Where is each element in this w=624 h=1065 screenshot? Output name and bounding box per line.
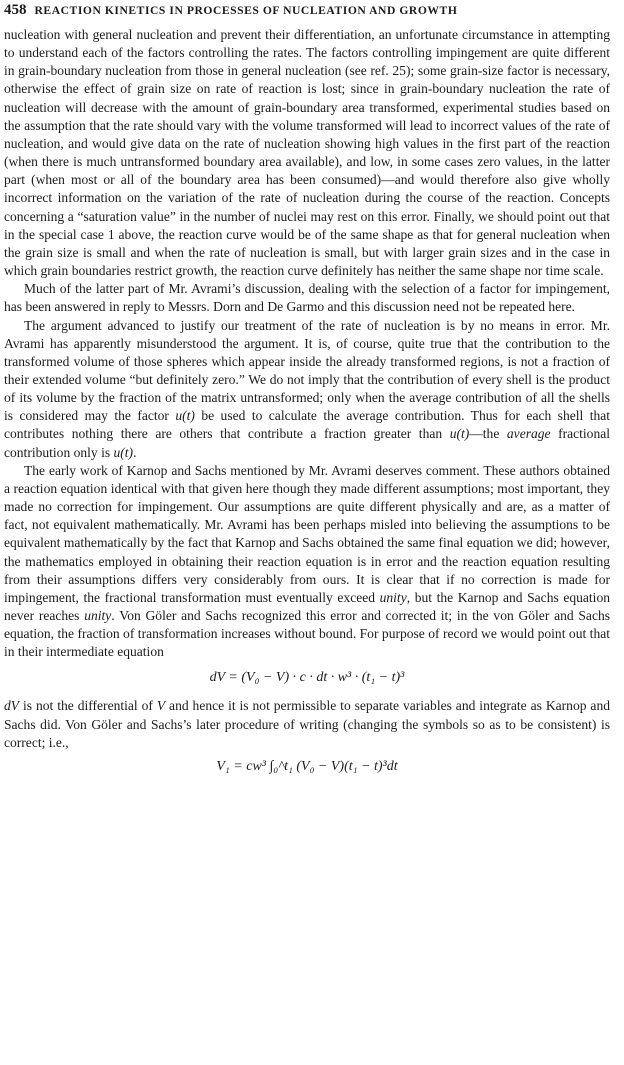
math-u-t: u(t) [175, 408, 195, 424]
emphasis-unity: unity [84, 608, 112, 623]
paragraph-nucleation-argument [4, 317, 610, 462]
emphasis-average: average [506, 426, 551, 442]
running-head: REACTION KINETICS IN PROCESSES OF NUCLEATION AND GROWTH [34, 4, 458, 17]
text-run: The early work of Karnop and Sachs mentioned by Mr. Avrami deserves comment. These authors obtained a reaction equation identical with that given here though they made different assumptions; most important, they made no correction for impingement. Our assumptions are quite different physically and are, as a matter of fact, not equivalent mathematically. Mr. Avrami has been perhaps misled into believing the assumptions to be equivalent mathematically by the fact that Karnop and Sachs obtained the same final equation we did; however, the mathematics employed in obtaining their reaction equation is in error and the reaction equation resulting from their assumptions differs very considerably from ours. It is clear that if no correction is made for impingement, the fractional transformation must eventually exceed [4, 462, 610, 605]
paragraph-impingement: Much of the latter part of Mr. Avrami’s discussion, dealing with the selection of a factor for impingement, has been answered in reply to Messrs. Dorn and De Garmo and this discussion need not be repeated here. [4, 281, 610, 315]
text-run: is not the differential of [19, 698, 157, 714]
text-run: and hence it is not permissible to separate variables and integrate as Karnop and Sachs did. Von Göler and Sachs’s later procedure of writing (changing the symbols so as to be consistent) is correct; i.e., [4, 698, 610, 750]
text-run: , but the Karnop and Sachs equation never reaches [4, 589, 610, 623]
math-dv: dV [4, 698, 20, 714]
page-header [4, 2, 610, 26]
equation-intermediate: dV = (V₀ − V) · c · dt · w³ · (t₁ − t)³ [209, 670, 405, 686]
page-number: 458 [4, 2, 27, 18]
text-run: The argument advanced to justify our treatment of the rate of nucleation is by no means in error. Mr. Avrami has apparently misunderstood the argument. It is, of course, quite true that the contribution to the transformed volume of those spheres which appear inside the already transformed regions, is not a fraction of their extended volume “but definitely zero.” We do not imply that the contribution of every shell is the product of its volume by the fraction of the matrix untransformed; only when the average contribution of all the shells is considered may the factor [4, 317, 610, 424]
paragraph-continued: nucleation with general nucleation and prevent their differentiation, an unfortunate circumstance in attempting to understand each of the factors controlling the rates. The factors controlling impingement are quite different in grain-boundary nucleation from those in general nucleation (see ref. 25); some grain-size factor is necessary, otherwise the effect of grain size on rate of reaction is lost; since in grain-boundary nucleation the rate of nucleation will decrease with the amount of grain-boundary area transformed, experimental studies based on the assumption that the rate should vary with the volume transformed will lead to incorrect values of the rate of nucleation, and would give data on the rate of nucleation showing high values in the first part of the reaction (when there is much untransformed boundary area available), and low, in some cases zero values, in the latter part (when most or all of the boundary area has been consumed)—and would therefore also give wholly incorrect information on the variation of the rate of nucleation during the course of the reaction. Concepts concerning a “saturation value” in the number of nuclei may rest on this error. Finally, we should point out that in the special case 1 above, the reaction curve would be of the same shape as that for general nucleation when the grain size is small and when the rate of nucleation is small, but with larger grain sizes and in the case in which grain boundaries restrict growth, the reaction curve definitely has neither the same shape nor time scale. [4, 27, 610, 279]
math-u-t: u(t) [449, 426, 470, 442]
emphasis-unity: unity [379, 589, 407, 605]
math-v: V [156, 698, 166, 714]
text-run: . Von Göler and Sachs recognized this error and corrected it; in the von Göler and Sachs equation, the fraction of transformation increases without bound. For purpose of record we would point out that in their intermediate equation [4, 608, 611, 660]
text-run: . [133, 444, 137, 460]
text-run: fractional contribution only is [4, 426, 610, 460]
text-run: be used to calculate the average contribution. Thus for each shell that contributes nothing there are others that contribute a fraction greater than [4, 408, 611, 442]
body-text [4, 26, 610, 776]
math-u-t: u(t) [113, 444, 134, 460]
paragraph-after-equation [4, 697, 610, 751]
equation-integral: V₁ = cw³ ∫₀^t₁ (V₀ − V)(t₁ − t)³dt [216, 758, 398, 774]
text-run: —the [469, 426, 507, 442]
paragraph-karnop-sachs [4, 462, 610, 662]
